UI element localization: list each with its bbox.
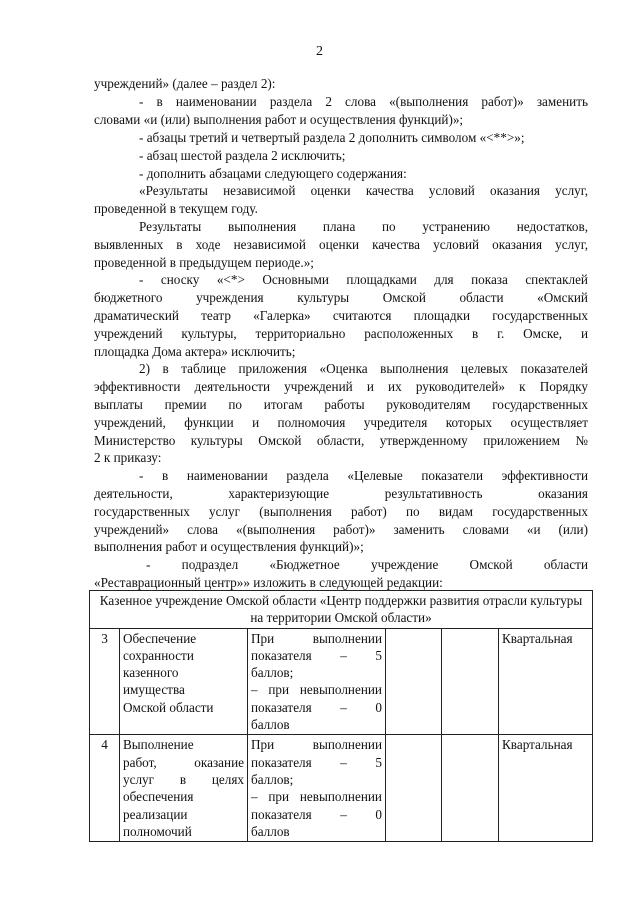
indicator-name (120, 628, 248, 735)
text-line: эффективности деятельности учреждений и их руководителей» к Порядку (94, 379, 588, 394)
table-header-row (90, 591, 593, 629)
text-line: - абзацы третий и четвертый раздела 2 дополнить символом «<**>»; (139, 130, 525, 145)
evaluation-criteria (248, 628, 386, 735)
criteria-line: показателя – 0 (251, 806, 382, 822)
criteria-line: баллов; (251, 665, 294, 681)
criteria-line: баллов (251, 717, 290, 733)
text-line: драматический театр «Галерка» считаются площадки государственных (94, 308, 588, 323)
indicator-name-line: Омской области (123, 699, 214, 715)
table-body (90, 628, 593, 842)
text-line: проведенной в текущем году. (94, 201, 258, 216)
criteria-line: баллов; (251, 771, 294, 787)
text-line: Результаты выполнения плана по устранению недостатков, (139, 219, 588, 234)
periodicity: Квартальная (499, 628, 593, 735)
text-line: выполнения работ и осуществления функций)»; (94, 539, 364, 554)
text-line: 2 к приказу: (94, 450, 162, 465)
text-line: «Результаты независимой оценки качества условий оказания услуг, (139, 183, 588, 198)
text-line: - сноску «<*> Основными площадками для показа спектаклей (139, 272, 588, 287)
text-line: - дополнить абзацами следующего содержания: (139, 166, 407, 181)
table-header-cell: Казенное учреждение Омской области «Центр поддержки развития отрасли культуры на территории Омской области» (90, 591, 593, 629)
criteria-line: – при невыполнении (251, 789, 382, 805)
indicator-name-line: сохранности (123, 647, 194, 663)
text-line: учреждений» (далее – раздел 2): (94, 76, 276, 91)
criteria-line: При выполнении (251, 737, 382, 753)
text-line: государственных услуг (выполнения работ) по видам государственных (94, 504, 588, 519)
indicator-name-line: казенного (123, 665, 179, 681)
empty-cell-a (386, 735, 442, 842)
criteria-line: показателя – 5 (251, 754, 382, 770)
criteria-line: баллов (251, 823, 290, 839)
empty-cell-b (442, 735, 499, 842)
table-row (90, 735, 593, 842)
text-line: «Реставрационный центр»» изложить в следующей редакции: (94, 575, 443, 590)
text-line: - в наименовании раздела «Целевые показатели эффективности (139, 468, 588, 483)
row-number: 3 (90, 628, 120, 735)
indicator-name-line: полномочий (123, 823, 192, 839)
indicator-name-line: имущества (123, 682, 185, 698)
criteria-line: показателя – 0 (251, 699, 382, 715)
evaluation-criteria (248, 735, 386, 842)
text-line: словами «и (или) выполнения работ и осуществления функций)»; (94, 112, 464, 127)
criteria-line: При выполнении (251, 630, 382, 646)
text-line: - подраздел «Бюджетное учреждение Омской области (146, 557, 588, 572)
criteria-line: показателя – 5 (251, 647, 382, 663)
text-line: учреждений» слова «(выполнения работ)» заменить словами «и (или) (94, 522, 588, 537)
indicators-table (89, 590, 593, 842)
indicator-name-line: услуг в целях (123, 771, 244, 787)
page-number: 2 (316, 44, 323, 59)
text-line: деятельности, характеризующие результативность оказания (94, 486, 588, 501)
text-line: - в наименовании раздела 2 слова «(выполнения работ)» заменить (139, 94, 588, 109)
text-line: выявленных в ходе независимой оценки качества условий оказания услуг, (94, 237, 588, 252)
criteria-line: – при невыполнении (251, 682, 382, 698)
empty-cell-a (386, 628, 442, 735)
text-line: проведенной в предыдущем периоде.»; (94, 255, 314, 270)
text-line: площадка Дома актера» исключить; (94, 344, 296, 359)
text-line: Министерство культуры Омской области, утвержденному приложением № (94, 433, 588, 448)
text-line: - абзац шестой раздела 2 исключить; (139, 148, 346, 163)
text-line: учреждений, функции и полномочия учредителя которых осуществляет (94, 415, 588, 430)
indicator-name-line: реализации (123, 806, 188, 822)
text-line: учреждений культуры, территориально расположенных в г. Омске, и (94, 326, 588, 341)
indicator-name-line: работ, оказание (123, 754, 244, 770)
text-line: бюджетного учреждения культуры Омской области «Омский (94, 290, 588, 305)
text-line: 2) в таблице приложения «Оценка выполнения целевых показателей (139, 361, 588, 376)
empty-cell-b (442, 628, 499, 735)
indicator-name-line: обеспечения (123, 789, 194, 805)
indicator-name (120, 735, 248, 842)
indicator-name-line: Обеспечение (123, 630, 197, 646)
table-row (90, 628, 593, 735)
periodicity: Квартальная (499, 735, 593, 842)
indicator-name-line: Выполнение (123, 737, 194, 753)
text-line: выплаты премии по итогам работы руководителям государственных (94, 397, 588, 412)
row-number: 4 (90, 735, 120, 842)
